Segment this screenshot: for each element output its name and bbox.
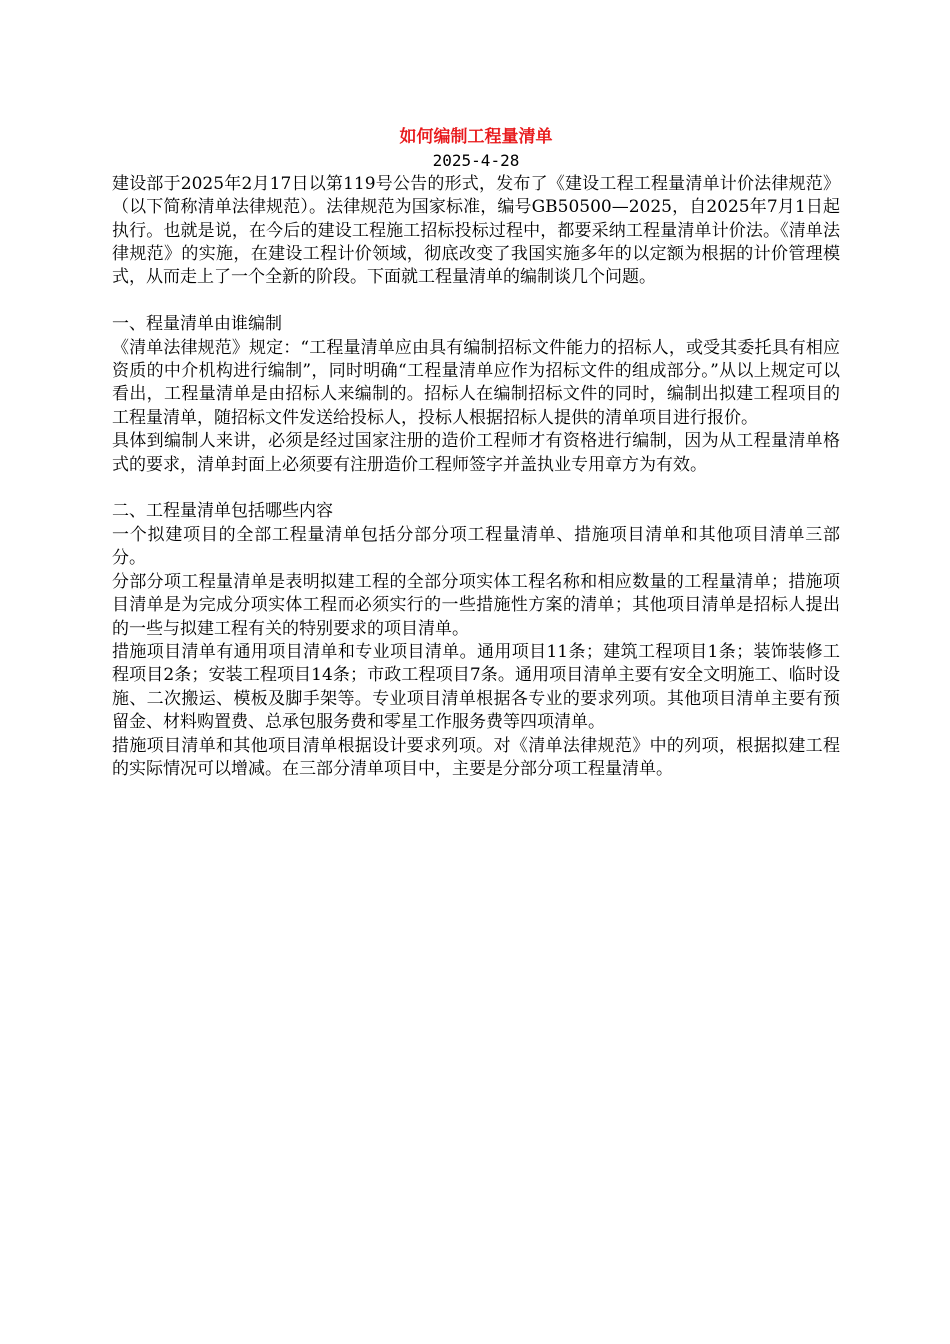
section-2-paragraph-3: 措施项目清单有通用项目清单和专业项目清单。通用项目11条；建筑工程项目1条；装饰装修工程项目2条；安装工程项目14条；市政工程项目7条。通用项目清单主要有安全文明施工、临时设施、二次搬运、模板及脚手架等。专业项目清单根据各专业的要求列项。其他项目清单主要有预留金、材料购置费、总承包服务费和零星工作服务费等四项清单。 [112,641,840,733]
section-gap [112,477,840,500]
section-2-paragraph-4: 措施项目清单和其他项目清单根据设计要求列项。对《清单法律规范》中的列项，根据拟建工程的实际情况可以增减。在三部分清单项目中，主要是分部分项工程量清单。 [112,735,840,779]
section-1-paragraph-2: 具体到编制人来讲，必须是经过国家注册的造价工程师才有资格进行编制，因为从工程量清单格式的要求，清单封面上必须要有注册造价工程师签字并盖执业专用章方为有效。 [112,431,840,475]
document-page [112,126,840,781]
section-gap [112,290,840,313]
intro-paragraph: 建设部于2025年2月17日以第119号公告的形式，发布了《建设工程工程量清单计价法律规范》（以下简称清单法律规范）。法律规范为国家标准，编号GB50500—2025，自2025年7月1日起执行。也就是说，在今后的建设工程施工招标投标过程中，都要采纳工程量清单计价法。《清单法律规范》的实施，在建设工程计价领域，彻底改变了我国实施多年的以定额为根据的计价管理模式，从而走上了一个全新的阶段。下面就工程量清单的编制谈几个问题。 [112,173,840,288]
section-2-paragraph-2: 分部分项工程量清单是表明拟建工程的全部分项实体工程名称和相应数量的工程量清单；措施项目清单是为完成分项实体工程而必须实行的一些措施性方案的清单；其他项目清单是招标人提出的一些与拟建工程有关的特别要求的项目清单。 [112,571,840,639]
section-2-heading: 二、工程量清单包括哪些内容 [112,501,333,522]
section-1-paragraph-1: 《清单法律规范》规定：“工程量清单应由具有编制招标文件能力的招标人，或受其委托具有相应资质的中介机构进行编制”，同时明确“工程量清单应作为招标文件的组成部分。”从以上规定可以看出，工程量清单是由招标人来编制的。招标人在编制招标文件的同时，编制出拟建工程项目的工程量清单，随招标文件发送给投标人，投标人根据招标人提供的清单项目进行报价。 [112,337,840,428]
document-date: 2025-4-28 [432,151,520,171]
section-2-paragraph-1: 一个拟建项目的全部工程量清单包括分部分项工程量清单、措施项目清单和其他项目清单三部分。 [112,524,840,569]
document-title: 如何编制工程量清单 [399,127,553,147]
section-1-heading: 一、程量清单由谁编制 [112,314,282,335]
